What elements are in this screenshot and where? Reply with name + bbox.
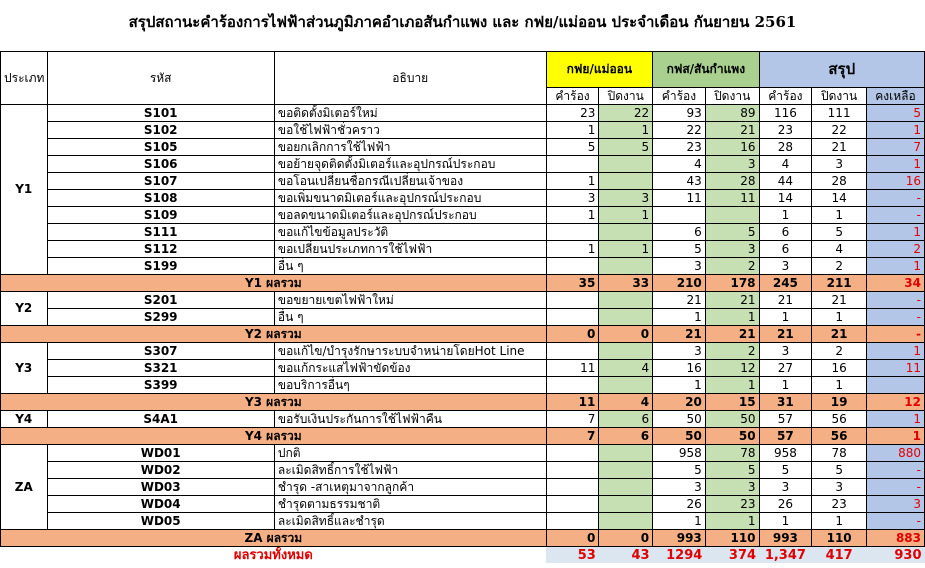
- s-remain-cell: 11: [867, 360, 925, 377]
- b-closed-cell: 21: [705, 292, 759, 309]
- b-req-cell: 1: [653, 377, 706, 394]
- desc-cell: ขอติดตั้งมิเตอร์ใหม่: [274, 105, 546, 122]
- subtotal-label: Y2 ผลรวม: [1, 326, 547, 343]
- b-req-cell: 1: [653, 309, 706, 326]
- code-cell: S101: [47, 105, 274, 122]
- b-closed-cell: 78: [705, 445, 759, 462]
- subtotal-s-closed: 21: [812, 326, 867, 343]
- table-row: [1, 156, 925, 173]
- table-row: [1, 105, 925, 122]
- code-cell: S106: [47, 156, 274, 173]
- code-cell: S102: [47, 122, 274, 139]
- subtotal-row: [1, 275, 925, 292]
- code-cell: S105: [47, 139, 274, 156]
- s-closed-cell: 78: [812, 445, 867, 462]
- a-closed-cell: [599, 445, 653, 462]
- s-req-cell: 1: [759, 309, 812, 326]
- b-req-cell: 26: [653, 496, 706, 513]
- grand-b-req: 1294: [653, 547, 706, 564]
- header-b-closed: ปิดงาน: [705, 88, 759, 105]
- desc-cell: ขอเปลี่ยนประเภทการใช้ไฟฟ้า: [274, 241, 546, 258]
- a-req-cell: [546, 343, 599, 360]
- s-req-cell: 1: [759, 513, 812, 530]
- s-closed-cell: 5: [812, 462, 867, 479]
- desc-cell: ขอแก้ไข/บำรุงรักษาระบบจำหน่ายโดยHot Line: [274, 343, 546, 360]
- table-row: [1, 173, 925, 190]
- table-row: [1, 513, 925, 530]
- code-cell: WD04: [47, 496, 274, 513]
- a-closed-cell: 4: [599, 360, 653, 377]
- header-a-req: คำร้อง: [546, 88, 599, 105]
- a-closed-cell: 6: [599, 411, 653, 428]
- table-row: [1, 224, 925, 241]
- subtotal-s-remain: 883: [867, 530, 925, 547]
- table-row: [1, 122, 925, 139]
- b-closed-cell: 3: [705, 479, 759, 496]
- s-req-cell: 4: [759, 156, 812, 173]
- s-closed-cell: 22: [812, 122, 867, 139]
- a-req-cell: [546, 496, 599, 513]
- table-row: [1, 445, 925, 462]
- s-req-cell: 116: [759, 105, 812, 122]
- b-closed-cell: 5: [705, 224, 759, 241]
- a-req-cell: 3: [546, 190, 599, 207]
- s-closed-cell: 21: [812, 139, 867, 156]
- type-cell: Y3: [1, 343, 48, 394]
- b-req-cell: 11: [653, 190, 706, 207]
- a-closed-cell: [599, 258, 653, 275]
- header-code: รหัส: [47, 52, 274, 105]
- a-closed-cell: [599, 292, 653, 309]
- s-req-cell: 958: [759, 445, 812, 462]
- code-cell: S107: [47, 173, 274, 190]
- b-closed-cell: 23: [705, 496, 759, 513]
- subtotal-s-remain: 1: [867, 428, 925, 445]
- code-cell: S108: [47, 190, 274, 207]
- s-req-cell: 23: [759, 122, 812, 139]
- a-req-cell: 5: [546, 139, 599, 156]
- grand-a-closed: 43: [599, 547, 653, 564]
- s-closed-cell: 1: [812, 207, 867, 224]
- a-closed-cell: 3: [599, 190, 653, 207]
- b-closed-cell: 1: [705, 309, 759, 326]
- code-cell: S307: [47, 343, 274, 360]
- b-req-cell: 50: [653, 411, 706, 428]
- subtotal-b-closed: 21: [705, 326, 759, 343]
- code-cell: S299: [47, 309, 274, 326]
- a-req-cell: [546, 224, 599, 241]
- a-req-cell: [546, 462, 599, 479]
- code-cell: WD01: [47, 445, 274, 462]
- s-req-cell: 1: [759, 377, 812, 394]
- desc-cell: ละเมิดสิทธิ์การใช้ไฟฟ้า: [274, 462, 546, 479]
- b-req-cell: 5: [653, 241, 706, 258]
- subtotal-a-req: 0: [546, 326, 599, 343]
- separator-row: [0, 44, 925, 51]
- s-closed-cell: 3: [812, 156, 867, 173]
- s-remain-cell: 1: [867, 343, 925, 360]
- a-req-cell: 1: [546, 173, 599, 190]
- a-req-cell: 1: [546, 122, 599, 139]
- grand-s-remain: 930: [867, 547, 925, 564]
- grand-total-row: [1, 547, 925, 564]
- desc-cell: ขอโอนเปลี่ยนชื่อกรณีเปลี่ยนเจ้าของ: [274, 173, 546, 190]
- a-req-cell: [546, 445, 599, 462]
- subtotal-label: Y4 ผลรวม: [1, 428, 547, 445]
- subtotal-label: Y3 ผลรวม: [1, 394, 547, 411]
- subtotal-b-req: 21: [653, 326, 706, 343]
- header-s-req: คำร้อง: [759, 88, 812, 105]
- s-remain-cell: 1: [867, 122, 925, 139]
- desc-cell: อื่น ๆ: [274, 258, 546, 275]
- subtotal-s-closed: 110: [812, 530, 867, 547]
- desc-cell: ขอลดขนาดมิเตอร์และอุปกรณ์ประกอบ: [274, 207, 546, 224]
- s-closed-cell: 16: [812, 360, 867, 377]
- subtotal-s-req: 21: [759, 326, 812, 343]
- subtotal-a-closed: 6: [599, 428, 653, 445]
- table-row: [1, 207, 925, 224]
- header-group-maeon: กฟย/แม่ออน: [546, 52, 652, 88]
- table-row: [1, 377, 925, 394]
- table-row: [1, 411, 925, 428]
- grand-s-req: 1,347: [759, 547, 812, 564]
- b-req-cell: 3: [653, 479, 706, 496]
- s-remain-cell: -: [867, 207, 925, 224]
- b-req-cell: 43: [653, 173, 706, 190]
- b-closed-cell: 3: [705, 241, 759, 258]
- a-closed-cell: 22: [599, 105, 653, 122]
- s-req-cell: 3: [759, 343, 812, 360]
- type-cell: Y4: [1, 411, 48, 428]
- b-closed-cell: 89: [705, 105, 759, 122]
- s-req-cell: 14: [759, 190, 812, 207]
- desc-cell: ขอแก้กระแสไฟฟ้าขัดข้อง: [274, 360, 546, 377]
- subtotal-a-closed: 0: [599, 326, 653, 343]
- desc-cell: ปกติ: [274, 445, 546, 462]
- s-remain-cell: 1: [867, 258, 925, 275]
- a-req-cell: 23: [546, 105, 599, 122]
- subtotal-b-closed: 110: [705, 530, 759, 547]
- code-cell: S201: [47, 292, 274, 309]
- a-req-cell: 11: [546, 360, 599, 377]
- subtotal-label: Y1 ผลรวม: [1, 275, 547, 292]
- s-closed-cell: 23: [812, 496, 867, 513]
- subtotal-b-closed: 15: [705, 394, 759, 411]
- type-cell: Y1: [1, 105, 48, 275]
- a-closed-cell: 1: [599, 241, 653, 258]
- b-closed-cell: 11: [705, 190, 759, 207]
- b-closed-cell: 2: [705, 343, 759, 360]
- table-row: [1, 343, 925, 360]
- subtotal-s-remain: 12: [867, 394, 925, 411]
- b-closed-cell: 2: [705, 258, 759, 275]
- a-req-cell: [546, 513, 599, 530]
- a-closed-cell: [599, 496, 653, 513]
- desc-cell: ขอบริการอื่นๆ: [274, 377, 546, 394]
- header-type: ประเภท: [1, 52, 48, 105]
- s-remain-cell: [867, 377, 925, 394]
- subtotal-s-req: 31: [759, 394, 812, 411]
- table-row: [1, 360, 925, 377]
- b-req-cell: 958: [653, 445, 706, 462]
- a-req-cell: 1: [546, 241, 599, 258]
- b-closed-cell: 12: [705, 360, 759, 377]
- b-closed-cell: 16: [705, 139, 759, 156]
- desc-cell: ชำรุด -สาเหตุมาจากลูกค้า: [274, 479, 546, 496]
- subtotal-s-remain: -: [867, 326, 925, 343]
- header-group-summary: สรุป: [759, 52, 924, 88]
- desc-cell: ขอแก้ไขข้อมูลประวัติ: [274, 224, 546, 241]
- subtotal-b-req: 993: [653, 530, 706, 547]
- s-req-cell: 27: [759, 360, 812, 377]
- summary-table: [0, 51, 925, 563]
- code-cell: S199: [47, 258, 274, 275]
- s-remain-cell: -: [867, 190, 925, 207]
- table-row: [1, 309, 925, 326]
- table-row: [1, 241, 925, 258]
- code-cell: S109: [47, 207, 274, 224]
- s-remain-cell: 3: [867, 496, 925, 513]
- s-remain-cell: -: [867, 309, 925, 326]
- b-req-cell: 4: [653, 156, 706, 173]
- subtotal-row: [1, 530, 925, 547]
- s-req-cell: 6: [759, 224, 812, 241]
- table-row: [1, 496, 925, 513]
- code-cell: S111: [47, 224, 274, 241]
- a-closed-cell: 1: [599, 122, 653, 139]
- a-req-cell: [546, 156, 599, 173]
- header-group-sankamphaeng: กฟส/สันกำแพง: [653, 52, 759, 88]
- header-s-remain: คงเหลือ: [867, 88, 925, 105]
- s-closed-cell: 21: [812, 292, 867, 309]
- table-row: [1, 258, 925, 275]
- a-req-cell: 7: [546, 411, 599, 428]
- a-req-cell: [546, 377, 599, 394]
- code-cell: WD02: [47, 462, 274, 479]
- b-req-cell: 3: [653, 258, 706, 275]
- grand-s-closed: 417: [812, 547, 867, 564]
- s-req-cell: 21: [759, 292, 812, 309]
- b-closed-cell: 50: [705, 411, 759, 428]
- s-remain-cell: 5: [867, 105, 925, 122]
- subtotal-a-req: 11: [546, 394, 599, 411]
- b-req-cell: 5: [653, 462, 706, 479]
- a-req-cell: [546, 479, 599, 496]
- subtotal-b-closed: 178: [705, 275, 759, 292]
- b-closed-cell: 21: [705, 122, 759, 139]
- s-closed-cell: 14: [812, 190, 867, 207]
- code-cell: WD03: [47, 479, 274, 496]
- b-closed-cell: 28: [705, 173, 759, 190]
- b-closed-cell: 3: [705, 156, 759, 173]
- s-req-cell: 28: [759, 139, 812, 156]
- subtotal-b-req: 210: [653, 275, 706, 292]
- subtotal-a-closed: 4: [599, 394, 653, 411]
- s-closed-cell: 1: [812, 309, 867, 326]
- a-req-cell: 1: [546, 207, 599, 224]
- desc-cell: ขอย้ายจุดติดตั้งมิเตอร์และอุปกรณ์ประกอบ: [274, 156, 546, 173]
- a-req-cell: [546, 258, 599, 275]
- a-closed-cell: [599, 479, 653, 496]
- grand-a-req: 53: [546, 547, 599, 564]
- s-closed-cell: 56: [812, 411, 867, 428]
- table-row: [1, 139, 925, 156]
- s-closed-cell: 1: [812, 377, 867, 394]
- table-row: [1, 462, 925, 479]
- type-cell: Y2: [1, 292, 48, 326]
- subtotal-a-closed: 0: [599, 530, 653, 547]
- subtotal-s-closed: 19: [812, 394, 867, 411]
- a-closed-cell: [599, 513, 653, 530]
- s-remain-cell: -: [867, 462, 925, 479]
- b-req-cell: [653, 207, 706, 224]
- s-closed-cell: 2: [812, 258, 867, 275]
- b-req-cell: 21: [653, 292, 706, 309]
- table-row: [1, 292, 925, 309]
- s-req-cell: 44: [759, 173, 812, 190]
- s-remain-cell: 1: [867, 224, 925, 241]
- s-remain-cell: 1: [867, 411, 925, 428]
- b-closed-cell: 5: [705, 462, 759, 479]
- subtotal-row: [1, 394, 925, 411]
- a-closed-cell: [599, 224, 653, 241]
- s-req-cell: 1: [759, 207, 812, 224]
- code-cell: S399: [47, 377, 274, 394]
- table-row: [1, 479, 925, 496]
- code-cell: WD05: [47, 513, 274, 530]
- header-desc: อธิบาย: [274, 52, 546, 105]
- b-req-cell: 23: [653, 139, 706, 156]
- subtotal-s-closed: 211: [812, 275, 867, 292]
- desc-cell: ขอยกเลิกการใช้ไฟฟ้า: [274, 139, 546, 156]
- s-remain-cell: -: [867, 292, 925, 309]
- b-closed-cell: 1: [705, 377, 759, 394]
- subtotal-b-req: 50: [653, 428, 706, 445]
- a-closed-cell: 5: [599, 139, 653, 156]
- s-remain-cell: 2: [867, 241, 925, 258]
- desc-cell: ขอขยายเขตไฟฟ้าใหม่: [274, 292, 546, 309]
- subtotal-a-req: 7: [546, 428, 599, 445]
- subtotal-b-closed: 50: [705, 428, 759, 445]
- code-cell: S4A1: [47, 411, 274, 428]
- desc-cell: ขอใช้ไฟฟ้าชั่วคราว: [274, 122, 546, 139]
- type-cell: ZA: [1, 445, 48, 530]
- grand-b-closed: 374: [705, 547, 759, 564]
- s-req-cell: 26: [759, 496, 812, 513]
- subtotal-s-req: 245: [759, 275, 812, 292]
- header-s-closed: ปิดงาน: [812, 88, 867, 105]
- b-req-cell: 3: [653, 343, 706, 360]
- s-closed-cell: 1: [812, 513, 867, 530]
- b-req-cell: 6: [653, 224, 706, 241]
- header-b-req: คำร้อง: [653, 88, 706, 105]
- s-closed-cell: 5: [812, 224, 867, 241]
- subtotal-a-closed: 33: [599, 275, 653, 292]
- s-remain-cell: -: [867, 479, 925, 496]
- s-closed-cell: 3: [812, 479, 867, 496]
- s-closed-cell: 2: [812, 343, 867, 360]
- subtotal-s-closed: 56: [812, 428, 867, 445]
- a-closed-cell: [599, 343, 653, 360]
- s-remain-cell: 7: [867, 139, 925, 156]
- desc-cell: ขอรับเงินประกันการใช้ไฟฟ้าคืน: [274, 411, 546, 428]
- s-req-cell: 3: [759, 479, 812, 496]
- b-req-cell: 1: [653, 513, 706, 530]
- subtotal-label: ZA ผลรวม: [1, 530, 547, 547]
- a-closed-cell: [599, 377, 653, 394]
- b-closed-cell: 1: [705, 513, 759, 530]
- desc-cell: อื่น ๆ: [274, 309, 546, 326]
- grand-total-label: ผลรวมทั้งหมด: [233, 547, 313, 563]
- subtotal-row: [1, 326, 925, 343]
- table-row: [1, 190, 925, 207]
- subtotal-row: [1, 428, 925, 445]
- header-a-closed: ปิดงาน: [599, 88, 653, 105]
- a-closed-cell: [599, 462, 653, 479]
- s-closed-cell: 28: [812, 173, 867, 190]
- s-req-cell: 6: [759, 241, 812, 258]
- a-req-cell: [546, 309, 599, 326]
- s-remain-cell: 1: [867, 156, 925, 173]
- desc-cell: ชำรุดตามธรรมชาติ: [274, 496, 546, 513]
- s-closed-cell: 4: [812, 241, 867, 258]
- subtotal-a-req: 35: [546, 275, 599, 292]
- s-remain-cell: 880: [867, 445, 925, 462]
- page-title: สรุปสถานะคำร้องการไฟฟ้าส่วนภูมิภาคอำเภอสันกำแพง และ กฟย/แม่ออน ประจำเดือน กันยายน 2561: [128, 13, 797, 31]
- subtotal-s-req: 993: [759, 530, 812, 547]
- a-req-cell: [546, 292, 599, 309]
- a-closed-cell: [599, 156, 653, 173]
- subtotal-s-req: 57: [759, 428, 812, 445]
- a-closed-cell: [599, 173, 653, 190]
- desc-cell: ขอเพิ่มขนาดมิเตอร์และอุปกรณ์ประกอบ: [274, 190, 546, 207]
- b-req-cell: 22: [653, 122, 706, 139]
- s-req-cell: 57: [759, 411, 812, 428]
- a-closed-cell: 1: [599, 207, 653, 224]
- subtotal-s-remain: 34: [867, 275, 925, 292]
- s-closed-cell: 111: [812, 105, 867, 122]
- subtotal-b-req: 20: [653, 394, 706, 411]
- code-cell: S112: [47, 241, 274, 258]
- a-closed-cell: [599, 309, 653, 326]
- b-closed-cell: [705, 207, 759, 224]
- s-req-cell: 5: [759, 462, 812, 479]
- code-cell: S321: [47, 360, 274, 377]
- s-remain-cell: 16: [867, 173, 925, 190]
- desc-cell: ละเมิดสิทธิ์และชำรุด: [274, 513, 546, 530]
- s-remain-cell: -: [867, 513, 925, 530]
- subtotal-a-req: 0: [546, 530, 599, 547]
- b-req-cell: 93: [653, 105, 706, 122]
- b-req-cell: 16: [653, 360, 706, 377]
- s-req-cell: 3: [759, 258, 812, 275]
